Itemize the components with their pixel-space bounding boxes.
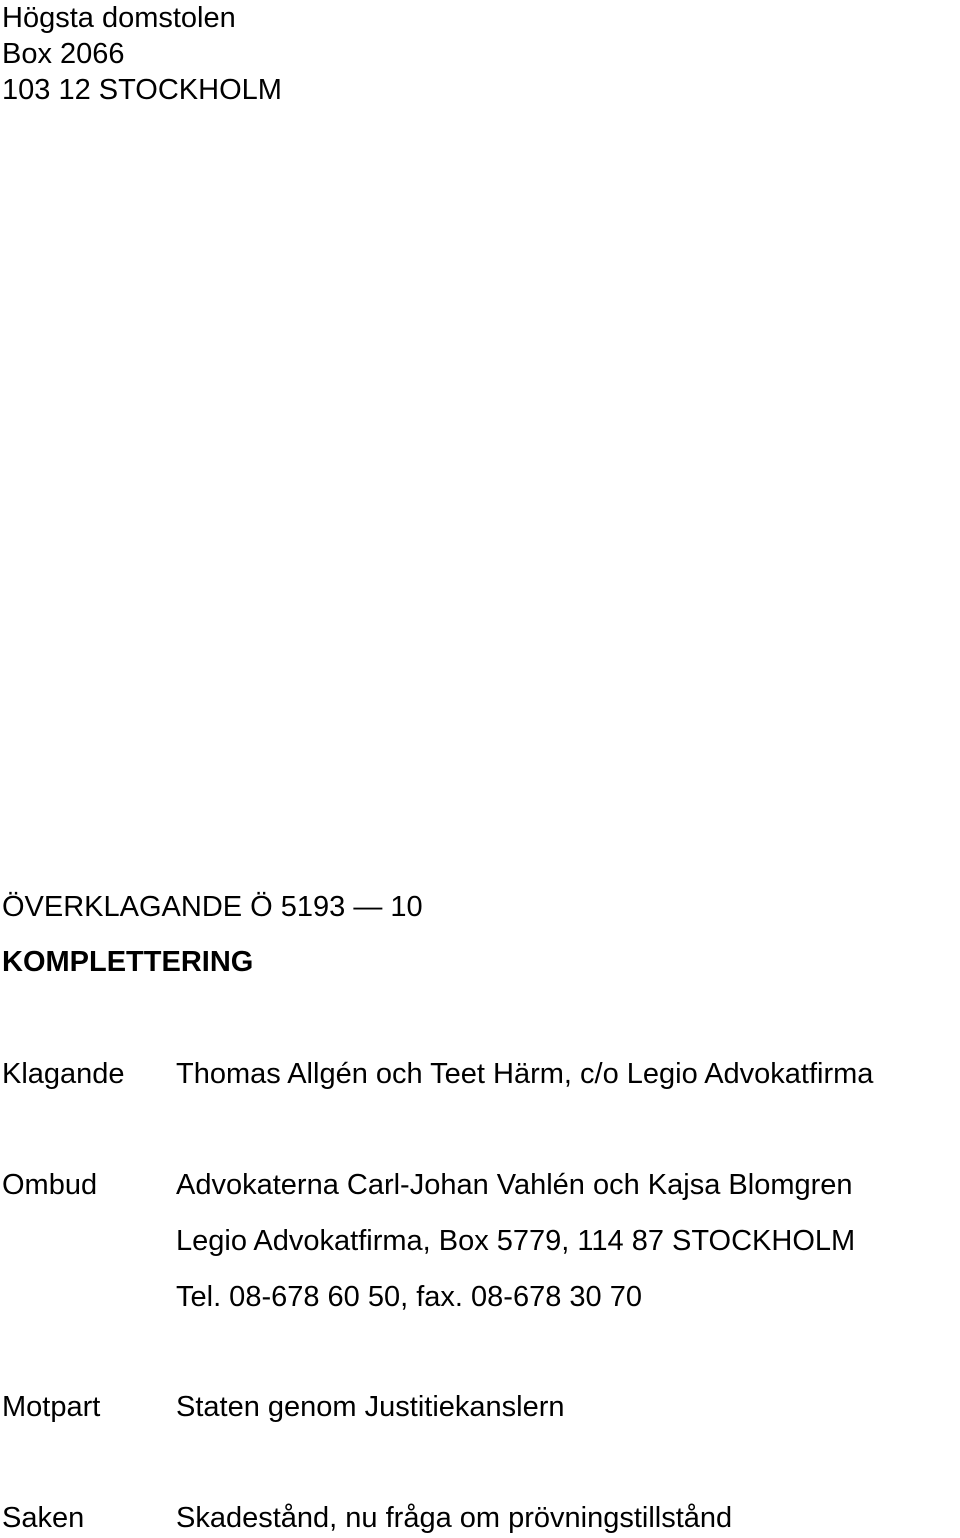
klagande-value: Thomas Allgén och Teet Härm, c/o Legio Advokatfirma: [176, 1058, 874, 1090]
recipient-box: Box 2066: [2, 38, 125, 70]
ombud-line-3: Tel. 08-678 60 50, fax. 08-678 30 70: [176, 1281, 642, 1313]
document-subtitle: KOMPLETTERING: [2, 946, 254, 978]
motpart-label: Motpart: [2, 1391, 101, 1423]
ombud-line-1: Advokaterna Carl-Johan Vahlén och Kajsa Blomgren: [176, 1169, 853, 1201]
ombud-label: Ombud: [2, 1169, 98, 1201]
saken-value: Skadestånd, nu fråga om prövningstillstånd: [176, 1502, 733, 1534]
motpart-value: Staten genom Justitiekanslern: [176, 1391, 565, 1423]
saken-label: Saken: [2, 1502, 85, 1534]
klagande-label: Klagande: [2, 1058, 125, 1090]
recipient-postal: 103 12 STOCKHOLM: [2, 74, 282, 106]
ombud-line-2: Legio Advokatfirma, Box 5779, 114 87 STOCKHOLM: [176, 1225, 856, 1257]
recipient-name: Högsta domstolen: [2, 2, 236, 34]
document-title: ÖVERKLAGANDE Ö 5193 — 10: [2, 891, 423, 923]
